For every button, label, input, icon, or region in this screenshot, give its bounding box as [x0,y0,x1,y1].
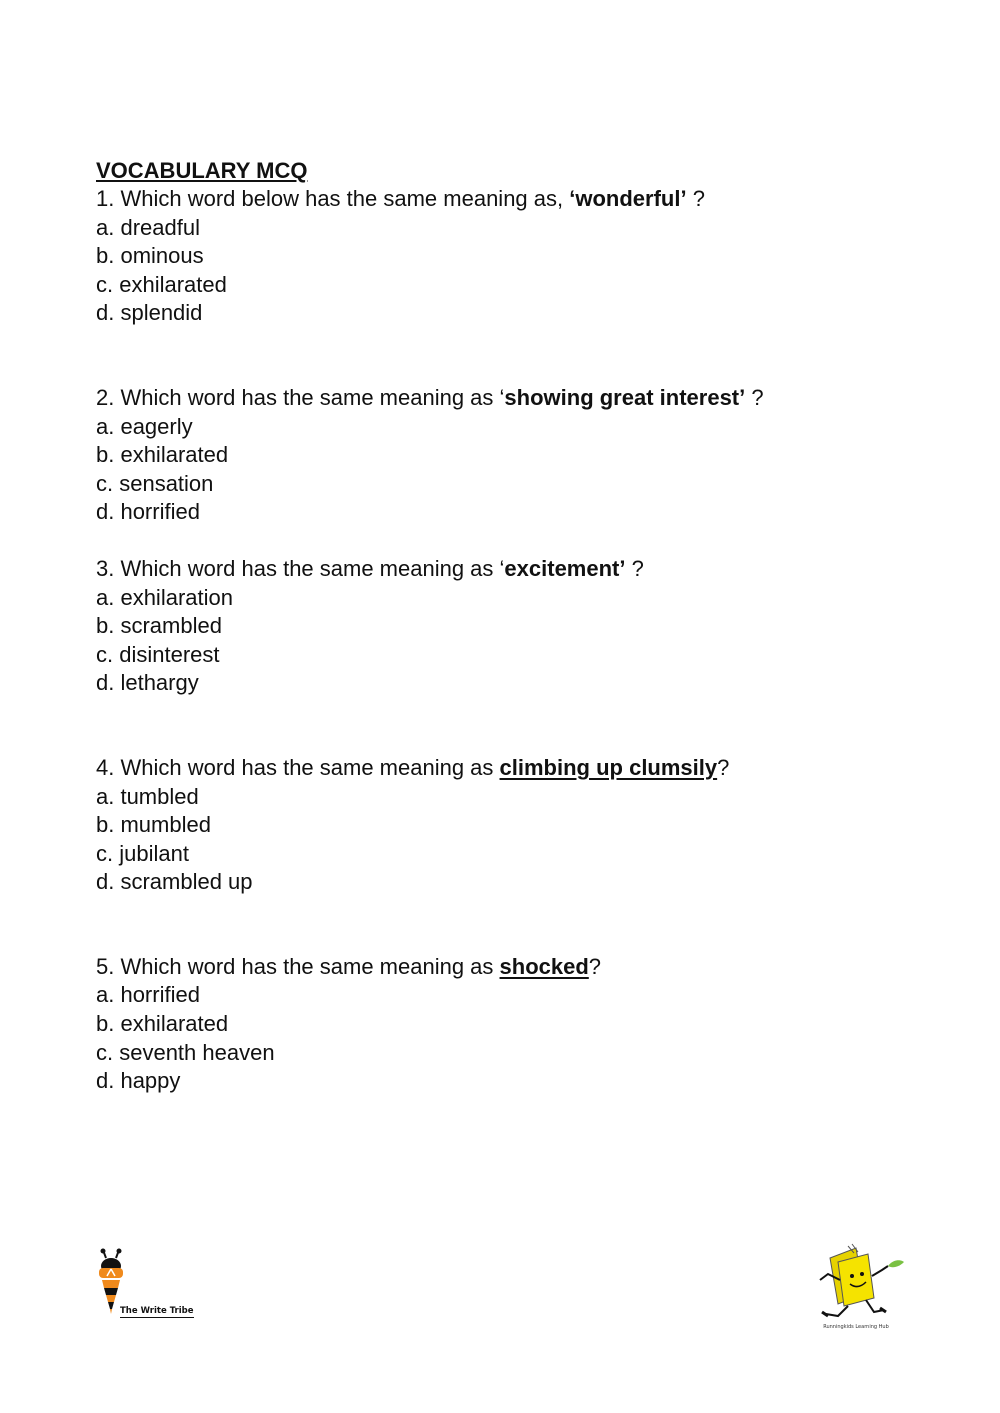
option-c: c. sensation [96,470,214,496]
write-tribe-logo-text: The Write Tribe [120,1306,194,1316]
question-keyword: ‘wonderful’ [569,186,687,211]
option-c: c. jubilant [96,840,189,866]
option-a: a. eagerly [96,413,193,439]
worksheet-title: VOCABULARY MCQ [96,158,308,183]
option-c: c. exhilarated [96,271,227,297]
question-5 [96,953,916,1096]
question-text: 4. Which word has the same meaning as climbing up clumsily? [96,754,730,780]
learning-hub-logo [808,1240,908,1350]
option-d: d. splendid [96,300,203,326]
question-keyword: shocked [499,953,589,979]
running-book-mascot-icon [808,1240,908,1324]
option-b: b. ominous [96,243,204,269]
option-a: a. tumbled [96,783,199,809]
option-b: b. exhilarated [96,442,229,468]
question-text: 3. Which word has the same meaning as ‘excitement’ ? [96,555,644,581]
question-keyword: showing great interest’ [504,384,746,410]
question-text: 5. Which word has the same meaning as shocked? [96,953,602,979]
question-text: 1. Which word below has the same meaning as, ‘wonderful’ ? [96,186,705,211]
question-text: 2. Which word has the same meaning as ‘showing great interest’ ? [96,384,764,410]
question-3 [96,555,916,698]
question-1 [96,185,916,328]
option-a: a. dreadful [96,214,200,240]
question-4 [96,754,916,897]
option-a: a. horrified [96,982,200,1008]
question-keyword: excitement’ [504,555,626,581]
option-a: a. exhilaration [96,584,233,610]
worksheet [96,156,916,1096]
question-keyword: climbing up clumsily [499,754,718,780]
option-d: d. happy [96,1068,181,1094]
option-b: b. exhilarated [96,1011,229,1037]
option-c: c. disinterest [96,641,220,667]
option-b: b. scrambled [96,613,222,639]
option-b: b. mumbled [96,812,211,838]
option-d: d. scrambled up [96,869,253,895]
learning-hub-logo-text: Runningkids Learning Hub [823,1324,889,1330]
option-d: d. horrified [96,499,200,525]
option-c: c. seventh heaven [96,1039,275,1065]
write-tribe-logo [96,1248,211,1328]
question-2 [96,384,916,527]
option-d: d. lethargy [96,670,199,696]
